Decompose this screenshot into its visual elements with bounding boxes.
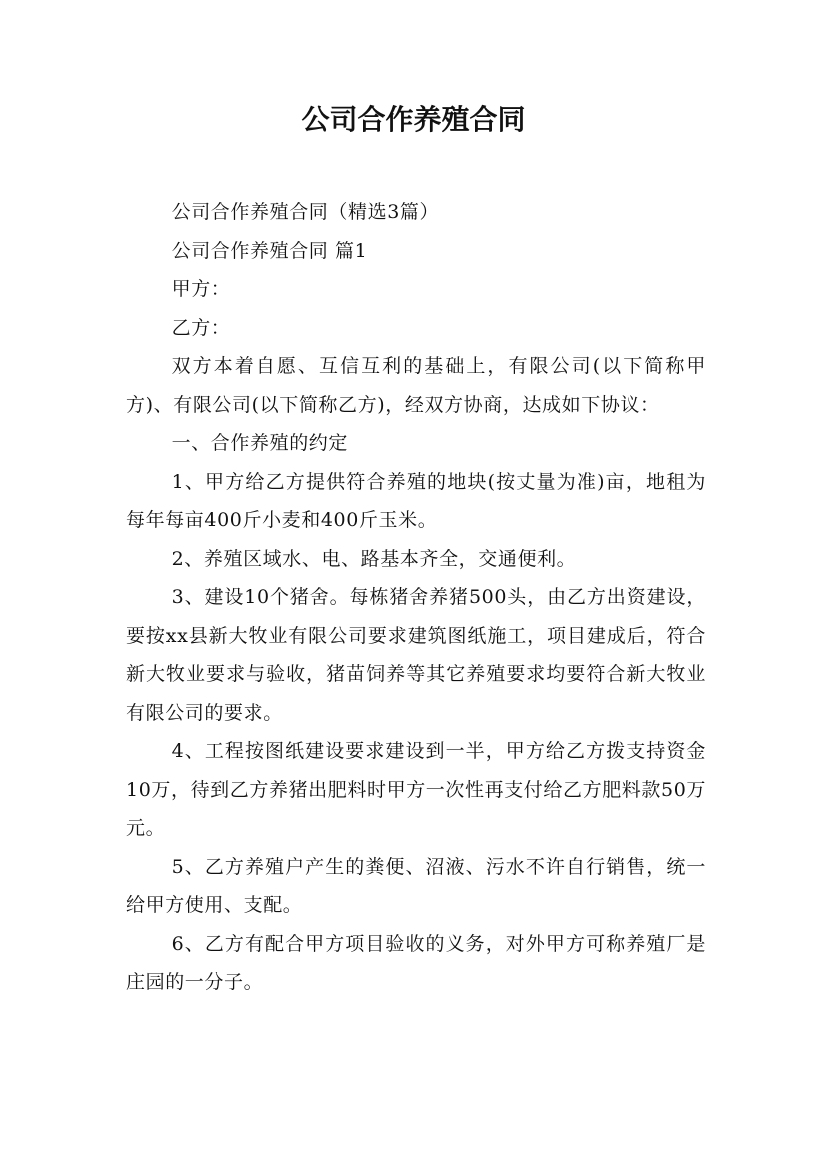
paragraph-preamble: 双方本着自愿、互信互利的基础上，有限公司(以下简称甲方)、有限公司(以下简称乙方)，经双方协商，达成如下协议：	[126, 355, 706, 416]
paragraph-clause-4: 4、工程按图纸建设要求建设到一半，甲方给乙方拨支持资金10万，待到乙方养猪出肥料时甲方一次性再支付给乙方肥料款50万元。	[126, 740, 706, 839]
paragraph-clause-6: 6、乙方有配合甲方项目验收的义务，对外甲方可称养殖厂是庄园的一分子。	[126, 932, 706, 993]
paragraph-clause-1: 1、甲方给乙方提供符合养殖的地块(按丈量为准)亩，地租为每年每亩400斤小麦和400斤玉米。	[126, 470, 706, 531]
paragraph-subtitle: 公司合作养殖合同（精选3篇）	[171, 201, 440, 223]
paragraph-party-a: 甲方：	[171, 278, 231, 300]
paragraph-section-heading: 公司合作养殖合同 篇1	[171, 239, 368, 262]
paragraph-clause-2: 2、养殖区域水、电、路基本齐全，交通便利。	[171, 547, 577, 570]
paragraph-party-b: 乙方：	[171, 316, 231, 339]
paragraph-clause-5: 5、乙方养殖户产生的粪便、沼液、污水不许自行销售，统一给甲方使用、支配。	[126, 855, 706, 916]
paragraph-clause-3: 3、建设10个猪舍。每栋猪舍养猪500头，由乙方出资建设，要按xx县新大牧业有限公司要求建筑图纸施工，项目建成后，符合新大牧业要求与验收，猪苗饲养等其它养殖要求均要符合新大牧业有限公司的要求。	[126, 586, 706, 724]
document-body	[126, 193, 706, 1002]
document-title: 公司合作养殖合同	[301, 103, 526, 136]
paragraph-clause-heading: 一、合作养殖的约定	[171, 432, 348, 454]
